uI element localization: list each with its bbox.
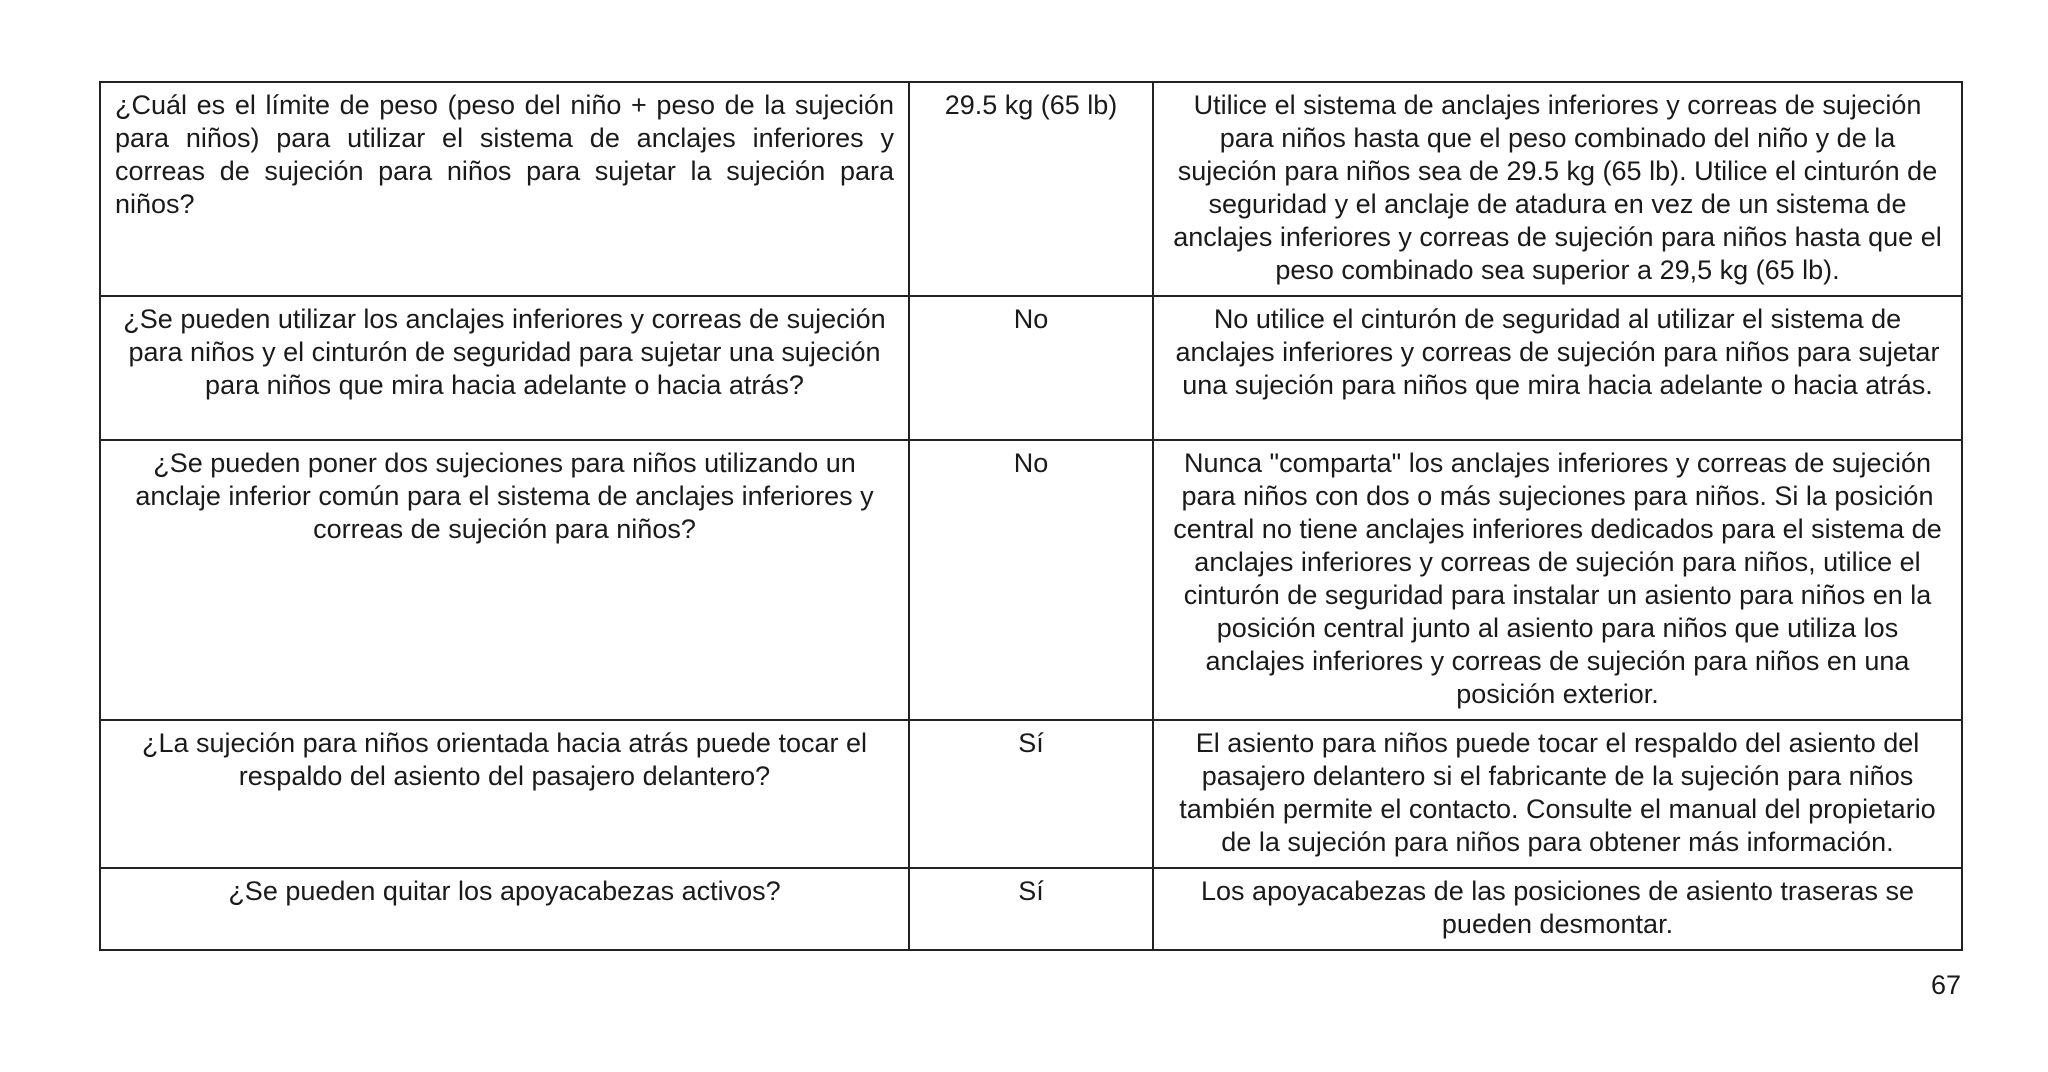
table-row — [100, 720, 1962, 868]
answer-cell: Sí — [909, 868, 1153, 950]
question-cell: ¿Cuál es el límite de peso (peso del niño + peso de la sujeción para niños) para utilizar el sistema de anclajes inferiores y correas de sujeción para niños para sujetar la sujeción para niños? — [100, 82, 909, 296]
table-row — [100, 296, 1962, 440]
table-row — [100, 868, 1962, 950]
answer-cell: Sí — [909, 720, 1153, 868]
explanation-cell: Nunca "comparta" los anclajes inferiores y correas de sujeción para niños con dos o más sujeciones para niños. Si la posición central no tiene anclajes inferiores dedicados para el sistema de anclajes inferiores y correas de sujeción para niños, utilice el cinturón de seguridad para instalar un asiento para niños en la posición central junto al asiento para niños que utiliza los anclajes inferiores y correas de sujeción para niños en una posición exterior. — [1153, 440, 1962, 720]
explanation-cell: El asiento para niños puede tocar el respaldo del asiento del pasajero delantero si el fabricante de la sujeción para niños también permite el contacto. Consulte el manual del propietario de la sujeción para niños para obtener más información. — [1153, 720, 1962, 868]
faq-table — [99, 81, 1963, 951]
table-row — [100, 440, 1962, 720]
question-cell: ¿La sujeción para niños orientada hacia atrás puede tocar el respaldo del asiento del pasajero delantero? — [100, 720, 909, 868]
explanation-cell: Los apoyacabezas de las posiciones de asiento traseras se pueden desmontar. — [1153, 868, 1962, 950]
answer-cell: No — [909, 296, 1153, 440]
table-row — [100, 82, 1962, 296]
explanation-cell: Utilice el sistema de anclajes inferiores y correas de sujeción para niños hasta que el peso combinado del niño y de la sujeción para niños sea de 29.5 kg (65 lb). Utilice el cinturón de seguridad y el anclaje de atadura en vez de un sistema de anclajes inferiores y correas de sujeción para niños hasta que el peso combinado sea superior a 29,5 kg (65 lb). — [1153, 82, 1962, 296]
question-cell: ¿Se pueden utilizar los anclajes inferiores y correas de sujeción para niños y el cinturón de seguridad para sujetar una sujeción para niños que mira hacia adelante o hacia atrás? — [100, 296, 909, 440]
question-cell: ¿Se pueden quitar los apoyacabezas activos? — [100, 868, 909, 950]
page-number: 67 — [1930, 970, 1961, 1000]
answer-cell: No — [909, 440, 1153, 720]
explanation-cell: No utilice el cinturón de seguridad al utilizar el sistema de anclajes inferiores y correas de sujeción para niños para sujetar una sujeción para niños que mira hacia adelante o hacia atrás. — [1153, 296, 1962, 440]
question-cell: ¿Se pueden poner dos sujeciones para niños utilizando un anclaje inferior común para el sistema de anclajes inferiores y correas de sujeción para niños? — [100, 440, 909, 720]
answer-cell: 29.5 kg (65 lb) — [909, 82, 1153, 296]
